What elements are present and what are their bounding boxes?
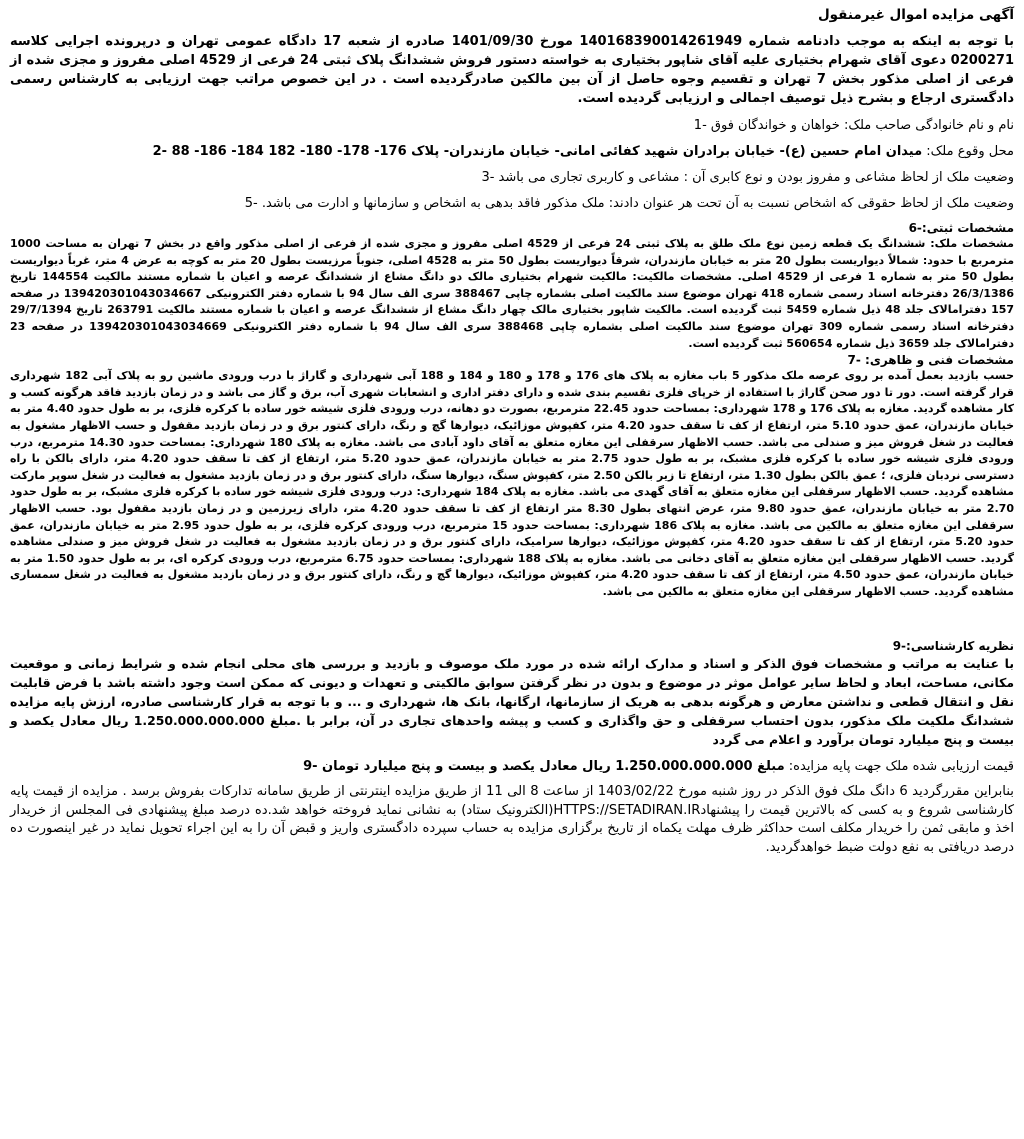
property-location-item xyxy=(10,142,1014,161)
legal-status-item: وضعیت ملک از لحاظ حقوقی که اشخاص نسبت به آن تحت هر عنوان دادند: ملک مذکور فاقد بدهی به اشخاص و سازمانها و ادارت می باشد. -5 xyxy=(244,196,1014,211)
registration-details: مشخصات ملک: ششدانگ یک قطعه زمین نوع ملک طلق به پلاک ثبتی 24 فرعی از 4529 اصلی مفروز و مجزی شده از فرعی از اصلی مذکور واقع در بخش 7 تهران به مساحت 1000 مترمربع با حدود: شمالاً دیواریست بطول 20 متر به خیابان مازندران، شرقاً دیواریست بطول 50 متر به 4528 اصلی، جنوباً مرزیست بطول 20 متر به کوچه به عرض 4 متر، غرباً دیواریست بطول 50 متر به شماره 1 فرعی از 4529 اصلی. مشخصات مالکیت: مالکیت شهرام بختیاری مالک دو دانگ مشاع از ششدانگ عرصه و اعیان با شماره مستند مالکیت 144554 تاریخ 26/3/1386 دفترخانه اسناد رسمی شماره 418 تهران موضوع سند مالکیت اصلی بشماره چاپی 388467 سری الف سال 94 با شماره دفتر الکترونیکی 139420301043034667 در صفحه 157 دفترامالاک جلد 48 ذیل شماره 5459 ثبت گردیده است. مالکیت شاپور بختیاری مالک چهار دانگ مشاع از ششدانگ عرصه و اعیان با شماره مستند مالکیت 263791 تاریخ 29/7/1394 دفترخانه اسناد رسمی شماره 309 تهران موضوع سند مالکیت اصلی بشماره چاپی 388468 سری الف سال 94 با شماره دفتر الکترونیکی 139420301043034669 در صفحه 23 دفترامالاک جلد 3659 ذیل شماره 560654 ثبت گردیده است. xyxy=(10,237,1015,350)
property-location-label: محل وقوع ملک: xyxy=(922,144,1014,159)
property-status-item: وضعیت ملک از لحاظ مشاعی و مفروز بودن و نوع کابری آن : مشاعی و کاربری تجاری می باشد -3 xyxy=(481,170,1014,185)
expert-opinion-text: با عنایت به مراتب و مشخصات فوق الذکر و اسناد و مدارک ارائه شده در مورد ملک موصوف و بازدید و بررسی های محلی انجام شده و شرایط زمانی و موقعیت مکانی، مساحت، ابعاد و لحاظ سایر عوامل موثر در موضوع و بدون در نظر گرفتن سوابق مالکیتی و تعهدات و دیونی که ممکن است وجود داشته باشد با فرض قابلیت نقل و انتقال قطعی و نداشتن معارض و هرگونه بدهی به هریک از سازمانها، ارگانها، بانک ها، شهرداری و ... و با توجه به قرار کارشناسی صادره، ارزش پایه مزایده ششدانگ ملکیت ملک مذکور، بدون احتساب سرقفلی و حق واگذاری و کسب و پیشه واحدهای تجاری در آن، برابر با .مبلغ 1.250.000.000.000 ریال معادل یکصد و بیست و پنج میلیارد تومان برآورد و اعلام می گردد xyxy=(10,656,1014,748)
registration-heading: مشخصات ثبتی:-6 xyxy=(908,221,1014,235)
technical-details: حسب بازدید بعمل آمده بر روی عرصه ملک مذکور 5 باب مغازه به پلاک های 176 و 178 و 180 و 184 و 188 آبی شهرداری و گاراژ با درب ورودی ماشین رو به پلاک آبی 182 شهرداری قرار گرفته است. دور تا دور صحن گاراژ با استفاده از خرپای فلزی تقسیم بندی شده و دارای دفتر اداری و انشعابات شهری آب، برق و گاز می باشد و در زمان بازدید فاقد هرگونه کسب و کار مشاهده گردید. مغازه به پلاک 176 و 178 شهرداری: بمساحت حدود 22.45 مترمربع، بصورت دو دهانه، درب ورودی فلزی شیشه خور ساده با کرکره فلزی، بر به طول حدود 4.40 متر به خیابان مازندران، عمق حدود 5.10 متر، ارتفاع از کف تا سقف حدود 4.20 متر، کفپوش موزائیک، دیوارها گچ و رنگ، دارای کنتور برق و در زمان بازدید مقفول و حسب الاظهار مشغول به فعالیت در شغل فروش میز و صندلی می باشد. حسب الاظهار سرقفلی این مغازه متعلق به آقای داود آبادی می باشد. مغازه به پلاک 180 شهرداری: بمساحت حدود 14.30 مترمربع، درب ورودی فلزی شیشه خور ساده با کرکره فلزی مشبک، بر به طول حدود 2.75 متر به خیابان مازندران، عمق حدود 5.20 متر، ارتفاع از کف تا سقف حدود 4.20 متر، دارای بالکن با راه دسترسی نردبان فلزی، ؛ عمق بالکن بطول 1.30 متر، ارتفاع تا زیر بالکن 2.50 متر، کفپوش سنگ، دیوارها سنگ، دارای کنتور برق و در زمان بازدید مشغول به فعالیت در شغل سوپر مارکت مشاهده گردید. حسب الاظهار سرقفلی این مغازه متعلق به آقای گهدی می باشد. مغازه به پلاک 184 شهرداری: درب ورودی فلزی شیشه خور ساده با کرکره فلزی مشبک، بر به طول حدود 2.70 متر به خیابان مازندران، عمق حدود 9.80 متر، عرض انتهای بطول 8.30 متر ارتفاع از کف تا سقف حدود 4.20 متر، دارای زیرزمین و در زمان بازدید مقفول بود. حسب الاظهار سرقفلی این مغازه متعلق به مالکین می باشد. مغازه به پلاک 186 شهرداری: بمساحت حدود 15 مترمربع، درب ورودی کرکره فلزی، بر به طول حدود 2.95 متر به خیابان مازندران، عمق حدود 5.20 متر، ارتفاع از کف تا سقف حدود 4.20 متر، کفپوش موزائیک، دیوارها سرامیک، دارای کنتور برق و در زمان بازدید مشغول به فعالیت در شغل فروش میز و صندلی مشاهده گردید. حسب الاظهار سرقفلی این مغازه متعلق به آقای دخانی می باشد. مغازه به پلاک 188 شهرداری: بمساحت حدود 6.75 مترمربع، درب ورودی کرکره ای، بر به طول حدود 1.50 متر به خیابان مازندران، عمق حدود 4.50 متر، ارتفاع از کف تا سقف حدود 4.20 متر، کفپوش موزائیک، دیوارها گچ و رنگ، دارای کنتور برق و در زمان بازدید مشغول به فعالیت در شغل سمساری مشاهده گردید. حسب الاظهار سرقفلی این مغازه متعلق به مالکین می باشد. xyxy=(10,369,1015,598)
technical-heading: مشخصات فنی و ظاهری: -7 xyxy=(847,353,1014,368)
expert-opinion-heading: نظریه کارشناسی:-9 xyxy=(892,639,1014,654)
document-title: آگهی مزایده اموال غیرمنقول xyxy=(817,7,1014,23)
appraised-price-value: مبلغ 1.250.000.000.000 ریال معادل یکصد و بیست و پنج میلیارد تومان -9 xyxy=(303,759,785,775)
auction-terms-paragraph: بنابراین مقررگردید 6 دانگ ملک فوق الذکر در روز شنبه مورخ 1403/02/22 از ساعت 8 الی 11 از طریق مزایده اینترنتی از طریق سامانه تدارکات بفروش برسد . مزایده از قیمت پایه کارشناسی شروع و به کسی که بالاترین قیمت را پیشنهادHTTPS://SETADIRAN.IR(الکترونیک ستاد) به نشانی نماید فروخته خواهد شد.ده درصد مبلغ پیشنهادی فی المجلس از خریدار اخذ و مابقی ثمن را خریدار مکلف است حداکثر ظرف مهلت یکماه از تاریخ برگزاری مزایده به حساب سپرده دادگستری واریز و قبض آن را به این اجراء تحویل نماید در غیر اینصورت ده درصد دریافتی به نفع دولت ضبط خواهدگردید. xyxy=(10,784,1014,855)
owner-name-item: نام و نام خانوادگی صاحب ملک: خواهان و خواندگان فوق -1 xyxy=(693,118,1014,133)
intro-paragraph: با توجه به اینکه به موجب دادنامه شماره 140168390014261949 مورخ 1401/09/30 صادره از شعبه 17 دادگاه عمومی تهران و درپرونده اجرایی کلاسه 0200271 دعوی آقای شهرام بختیاری علیه آقای شاپور بختیاری به خواسته دستور فروش ششدانگ پلاک ثبتی 24 فرعی از 4529 اصلی مفروز و مجزی شده از فرعی از اصلی مذکور بخش 7 تهران و تقسیم وجوه حاصل از آن بین مالکین صادرگردیده است . در این خصوص مراتب جهت ارزیابی به کارشناس رسمی دادگستری ارجاع و بشرح ذیل توصیف اجمالی و ارزیابی گردیده است. xyxy=(10,34,1014,106)
property-location-value: میدان امام حسین (ع)- خیابان برادران شهید کفائی امانی- خیابان مازندران- پلاک 176- 178- 180- 182 184- 186- 88 -2 xyxy=(152,144,923,159)
appraised-price-label: قیمت ارزیابی شده ملک جهت پایه مزایده: xyxy=(784,759,1014,775)
blank-gap xyxy=(10,600,1014,638)
appraised-price-line xyxy=(10,757,1014,776)
